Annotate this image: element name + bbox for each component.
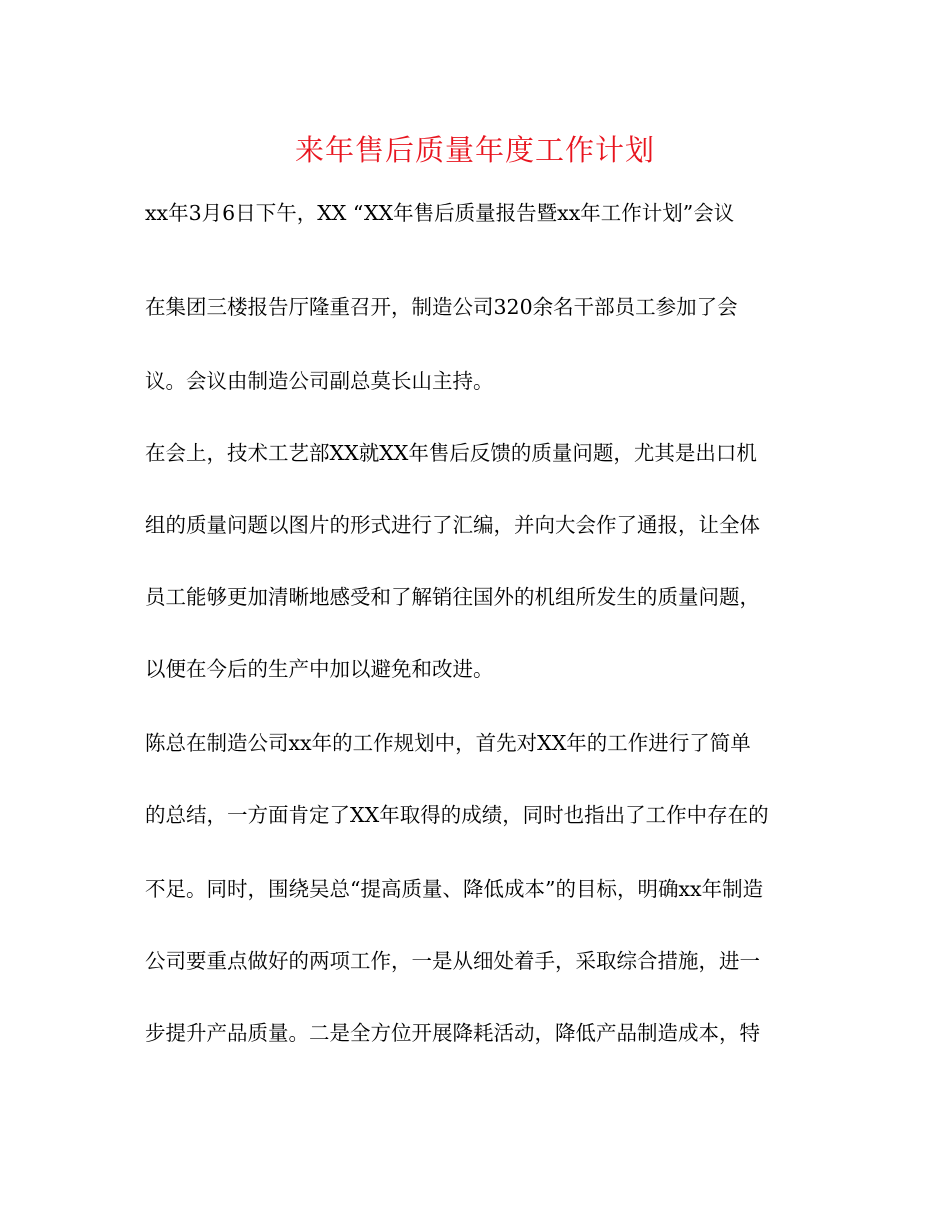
body-line-10: 不足。同时，围绕吴总“提高质量、降低成本”的目标，明确xx年制造 bbox=[145, 877, 764, 901]
body-line-11: 公司要重点做好的两项工作，一是从细处着手，采取综合措施，进一 bbox=[145, 949, 760, 973]
body-line-2: 在集团三楼报告厅隆重召开，制造公司320余名干部员工参加了会 bbox=[145, 295, 738, 319]
body-line-7: 以便在今后的生产中加以避免和改进。 bbox=[145, 657, 494, 681]
document-title: 来年售后质量年度工作计划 bbox=[294, 133, 655, 167]
body-line-4: 在会上，技术工艺部XX就XX年售后反馈的质量问题，尤其是出口机 bbox=[145, 441, 757, 465]
body-line-1: xx年3月6日下午，XX “XX年售后质量报告暨xx年工作计划”会议 bbox=[145, 201, 735, 225]
body-line-3: 议。会议由制造公司副总莫长山主持。 bbox=[145, 369, 494, 393]
body-line-12: 步提升产品质量。二是全方位开展降耗活动，降低产品制造成本，特 bbox=[145, 1021, 760, 1045]
body-line-6: 员工能够更加清晰地感受和了解销往国外的机组所发生的质量问题， bbox=[145, 585, 760, 609]
body-line-9: 的总结，一方面肯定了XX年取得的成绩，同时也指出了工作中存在的 bbox=[145, 803, 769, 827]
body-line-5: 组的质量问题以图片的形式进行了汇编，并向大会作了通报，让全体 bbox=[145, 513, 760, 537]
body-line-8: 陈总在制造公司xx年的工作规划中，首先对XX年的工作进行了简单 bbox=[145, 731, 751, 755]
